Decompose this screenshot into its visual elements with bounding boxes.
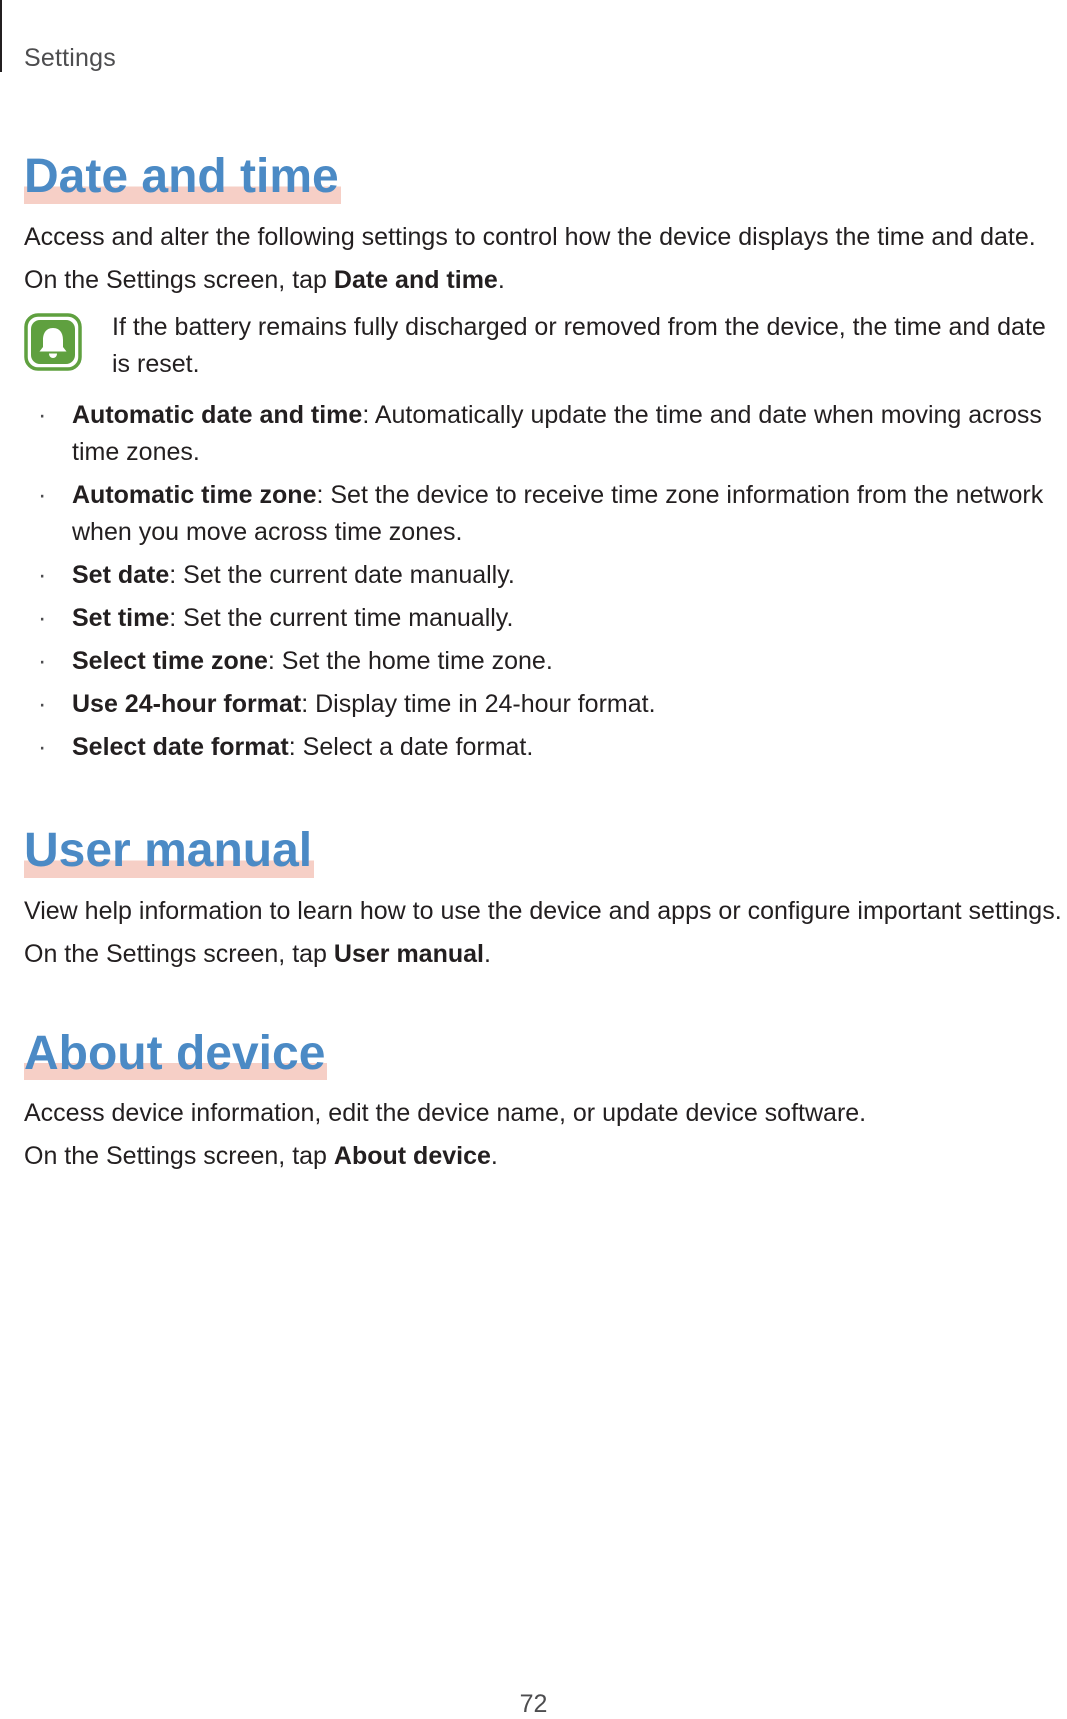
instruction-suffix: .	[490, 1142, 498, 1171]
instruction-suffix: .	[497, 265, 505, 294]
list-item	[24, 477, 1064, 551]
bullet-glyph: ·	[38, 480, 47, 509]
section-date-and-time	[24, 150, 1064, 766]
instruction-target: About device	[333, 1142, 491, 1171]
corner-rule	[0, 0, 2, 72]
list-item	[24, 686, 1064, 723]
instruction-target: User manual	[333, 939, 484, 968]
section-title: About device	[24, 1026, 326, 1080]
section-about-device	[24, 1027, 1064, 1176]
item-desc: : Set the device to receive time zone information from the network when you move across time zones.	[72, 480, 1044, 546]
page-content	[24, 150, 1064, 1175]
bullet-glyph: ·	[38, 560, 47, 589]
section-title: User manual	[24, 823, 313, 877]
item-desc: : Set the current date manually.	[169, 560, 515, 589]
bullet-glyph: ·	[38, 732, 47, 761]
bullet-glyph: ·	[38, 400, 47, 429]
bullet-glyph: ·	[38, 689, 47, 718]
list-item	[24, 600, 1064, 637]
bullet-glyph: ·	[38, 646, 47, 675]
page-number: 72	[519, 1690, 548, 1718]
running-header: Settings	[24, 44, 116, 72]
section-instruction	[24, 935, 1064, 973]
section-instruction	[24, 261, 1064, 299]
instruction-prefix: On the Settings screen, tap	[24, 1142, 334, 1171]
item-term: Automatic date and time	[72, 400, 363, 429]
section-title: Date and time	[24, 150, 339, 203]
item-term: Set date	[72, 560, 170, 589]
item-term: Automatic time zone	[72, 480, 317, 509]
item-desc: : Automatically update the time and date when moving across time zones.	[72, 400, 1042, 466]
section-intro: Access device information, edit the device name, or update device software.	[24, 1099, 867, 1128]
list-item	[24, 643, 1064, 680]
item-term: Select date format	[72, 732, 289, 761]
bullet-glyph: ·	[38, 603, 47, 632]
item-term: Set time	[72, 603, 170, 632]
list-item	[24, 397, 1064, 471]
settings-list	[24, 397, 1064, 766]
item-term: Select time zone	[72, 646, 268, 675]
note-text: If the battery remains fully discharged or removed from the device, the time and date is reset.	[112, 312, 1046, 378]
instruction-prefix: On the Settings screen, tap	[24, 939, 334, 968]
bell-icon	[24, 313, 82, 371]
item-desc: : Set the current time manually.	[169, 603, 514, 632]
instruction-target: Date and time	[333, 265, 498, 294]
note-box	[24, 309, 1064, 383]
section-intro: Access and alter the following settings to control how the device displays the time and date.	[24, 222, 1036, 251]
item-desc: : Set the home time zone.	[267, 646, 553, 675]
item-term: Use 24-hour format	[72, 689, 302, 718]
item-desc: : Display time in 24-hour format.	[301, 689, 656, 718]
section-intro: View help information to learn how to use the device and apps or configure important settings.	[24, 896, 1062, 925]
list-item	[24, 729, 1064, 766]
list-item	[24, 557, 1064, 594]
item-desc: : Select a date format.	[288, 732, 534, 761]
instruction-prefix: On the Settings screen, tap	[24, 265, 334, 294]
instruction-suffix: .	[483, 939, 491, 968]
section-instruction	[24, 1137, 1064, 1175]
section-user-manual	[24, 824, 1064, 973]
